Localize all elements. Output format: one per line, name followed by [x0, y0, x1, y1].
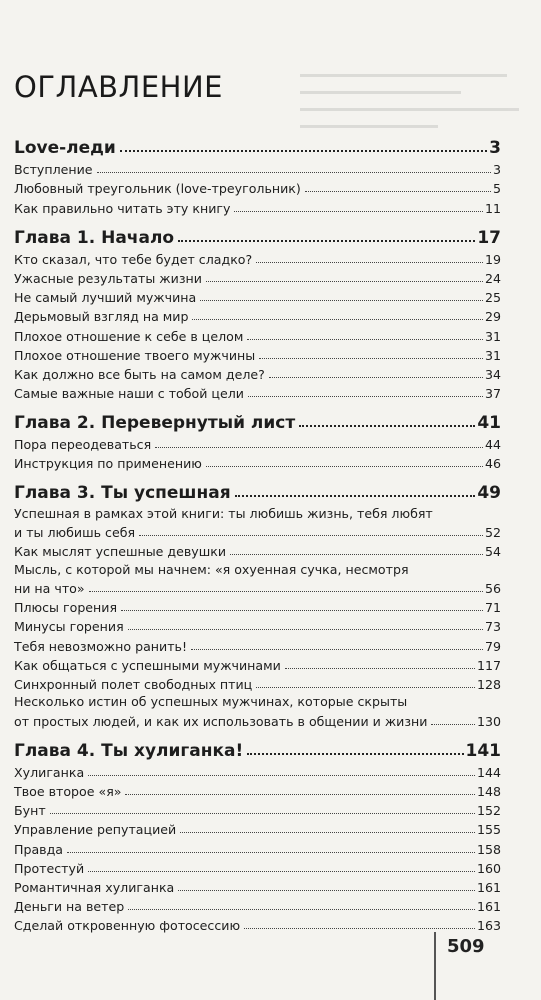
toc-entry-title: Инструкция по применению — [14, 456, 202, 472]
toc-entry-title: Деньги на ветер — [14, 899, 125, 915]
dot-leader — [50, 813, 475, 814]
toc-entry — [14, 709, 501, 728]
toc-entry-title: от простых людей, и как их использовать в общении и жизни — [14, 713, 428, 729]
toc-entry-page: 73 — [484, 619, 501, 635]
toc-entry — [14, 577, 501, 596]
toc-entry — [14, 382, 501, 401]
toc-entry-title: Мысль, с которой мы начнем: «я охуенная сучка, несмотря — [14, 561, 409, 577]
toc-entry-title: Плюсы горения — [14, 600, 118, 616]
toc-entry-title: Глава 2. Перевернутый лист — [14, 413, 296, 434]
toc-entry-page: 3 — [489, 138, 501, 158]
dot-leader — [121, 610, 483, 611]
toc-entry — [14, 344, 501, 363]
toc-entry-page: 141 — [465, 740, 501, 761]
page-number: 509 — [447, 936, 485, 957]
dot-leader — [285, 668, 475, 669]
toc-entry-page: 46 — [484, 456, 501, 472]
toc-entry-title: Бунт — [14, 803, 46, 819]
toc-entry-title: Как правильно читать эту книгу — [14, 200, 231, 216]
dot-leader — [269, 377, 483, 378]
toc-entry-page: 31 — [484, 347, 501, 363]
toc-entry-title: Ужасные результаты жизни — [14, 270, 202, 286]
toc-entry-title: Плохое отношение твоего мужчины — [14, 347, 256, 363]
dot-leader — [88, 775, 475, 776]
toc-chapter-entry — [14, 218, 501, 248]
toc-entry-page: 31 — [484, 328, 501, 344]
toc-entry-page: 34 — [484, 366, 501, 382]
toc-entry-title: Сделай откровенную фотосессию — [14, 918, 241, 934]
dot-leader — [128, 909, 475, 910]
dot-leader — [120, 150, 487, 152]
toc-entry — [14, 654, 501, 673]
toc-entry-page: 128 — [476, 676, 501, 692]
toc-entry-title: Протестуй — [14, 860, 85, 876]
toc-entry-page: 17 — [477, 227, 501, 248]
toc-entry-page: 56 — [484, 581, 501, 596]
toc-entry-title: Правда — [14, 841, 64, 857]
toc-entry-title: Синхронный полет свободных птиц — [14, 676, 253, 692]
toc-entry-title: Плохое отношение к себе в целом — [14, 328, 244, 344]
toc-entry — [14, 433, 501, 452]
dot-leader — [248, 396, 483, 397]
toc-entry — [14, 267, 501, 286]
toc-entry-title: Хулиганка — [14, 764, 85, 780]
toc-entry-title: Как должно все быть на самом деле? — [14, 366, 265, 382]
dot-leader — [299, 425, 475, 427]
dot-leader — [97, 172, 491, 173]
toc-entry — [14, 503, 501, 521]
dot-leader — [89, 591, 483, 592]
dot-leader — [247, 753, 463, 755]
toc-entry — [14, 324, 501, 343]
toc-entry-title: Успешная в рамках этой книги: ты любишь жизнь, тебя любят — [14, 505, 433, 521]
toc-entry-title: Глава 3. Ты успешная — [14, 483, 231, 504]
toc-entry-page: 37 — [484, 386, 501, 402]
dot-leader — [235, 495, 476, 497]
toc-chapter-entry — [14, 731, 501, 761]
toc-entry-page: 24 — [484, 270, 501, 286]
toc-entry-page: 19 — [484, 251, 501, 267]
toc-entry-page: 5 — [492, 181, 501, 197]
toc-entry-title: Романтичная хулиганка — [14, 879, 175, 895]
dot-leader — [247, 339, 483, 340]
dot-leader — [192, 319, 483, 320]
toc-entry-page: 161 — [476, 879, 501, 895]
dot-leader — [139, 535, 483, 536]
toc-entry — [14, 818, 501, 837]
dot-leader — [305, 191, 491, 192]
dot-leader — [256, 687, 475, 688]
toc-chapter-entry — [14, 128, 501, 158]
toc-entry-page: 163 — [476, 918, 501, 934]
toc-entry-page: 41 — [477, 413, 501, 434]
toc-entry-page: 158 — [476, 841, 501, 857]
toc-entry-title: Не самый лучший мужчина — [14, 290, 197, 306]
page-title: ОГЛАВЛЕНИЕ — [14, 70, 224, 104]
dot-leader — [206, 466, 483, 467]
page-divider — [434, 932, 436, 1000]
toc-entry-title: Глава 1. Начало — [14, 227, 175, 248]
toc-entry — [14, 837, 501, 856]
toc-entry — [14, 177, 501, 196]
toc-entry-title: Тебя невозможно ранить! — [14, 638, 188, 654]
toc-entry-title: Управление репутацией — [14, 822, 177, 838]
toc-entry — [14, 761, 501, 780]
toc-entry-page: 3 — [492, 162, 501, 178]
toc-entry-page: 25 — [484, 290, 501, 306]
dot-leader — [125, 794, 474, 795]
dot-leader — [200, 300, 483, 301]
dot-leader — [256, 262, 483, 263]
toc-entry — [14, 596, 501, 615]
toc-entry — [14, 895, 501, 914]
toc-chapter-entry — [14, 403, 501, 433]
toc-entry-page: 71 — [484, 600, 501, 616]
toc-entry-title: Глава 4. Ты хулиганка! — [14, 740, 244, 761]
table-of-contents — [14, 126, 501, 933]
toc-entry-page: 152 — [476, 803, 501, 819]
toc-entry-page: 148 — [476, 784, 501, 799]
toc-entry — [14, 634, 501, 653]
toc-entry-title: Как общаться с успешными мужчинами — [14, 657, 281, 673]
toc-entry — [14, 615, 501, 634]
dot-leader — [178, 890, 475, 891]
toc-entry — [14, 780, 501, 799]
dot-leader — [155, 447, 483, 448]
toc-entry — [14, 914, 501, 933]
toc-entry-title: Пора переодеваться — [14, 437, 152, 453]
toc-entry — [14, 540, 501, 559]
toc-entry-title: Вступление — [14, 162, 93, 178]
toc-entry-title: Как мыслят успешные девушки — [14, 544, 227, 560]
dot-leader — [259, 358, 483, 359]
dot-leader — [230, 554, 483, 555]
toc-entry — [14, 799, 501, 818]
toc-entry — [14, 876, 501, 895]
toc-entry — [14, 452, 501, 471]
toc-entry-page: 44 — [484, 437, 501, 453]
toc-entry-title: Кто сказал, что тебе будет сладко? — [14, 251, 253, 267]
toc-entry-title: и ты любишь себя — [14, 525, 136, 541]
toc-entry-page: 79 — [484, 638, 501, 654]
toc-entry — [14, 363, 501, 382]
toc-entry — [14, 196, 501, 215]
toc-entry — [14, 692, 501, 710]
dot-leader — [180, 832, 475, 833]
toc-entry-title: ни на что» — [14, 581, 85, 596]
toc-entry-title: Love-леди — [14, 138, 116, 158]
toc-entry-title: Твое второе «я» — [14, 784, 122, 799]
toc-entry-page: 117 — [476, 657, 501, 673]
toc-entry-page: 52 — [484, 525, 501, 541]
toc-entry-page: 144 — [476, 764, 501, 780]
toc-entry — [14, 286, 501, 305]
toc-entry-page: 155 — [476, 822, 501, 838]
toc-entry — [14, 305, 501, 324]
toc-entry — [14, 857, 501, 876]
toc-entry-title: Минусы горения — [14, 619, 124, 635]
toc-entry-title: Дерьмовый взгляд на мир — [14, 309, 189, 325]
toc-entry-page: 54 — [484, 544, 501, 560]
toc-entry-page: 160 — [476, 860, 501, 876]
dot-leader — [178, 240, 475, 242]
toc-entry-title: Любовный треугольник (love-треугольник) — [14, 181, 301, 197]
dot-leader — [431, 724, 474, 725]
toc-entry-page: 49 — [477, 483, 501, 504]
toc-entry-page: 161 — [476, 899, 501, 915]
toc-entry — [14, 673, 501, 692]
dot-leader — [67, 852, 475, 853]
toc-chapter-entry — [14, 473, 501, 503]
dot-leader — [88, 871, 475, 872]
toc-entry-page: 29 — [484, 309, 501, 325]
toc-entry — [14, 521, 501, 540]
dot-leader — [191, 649, 483, 650]
toc-entry-page: 11 — [484, 200, 501, 216]
toc-entry — [14, 559, 501, 577]
dot-leader — [206, 281, 483, 282]
dot-leader — [128, 629, 483, 630]
toc-entry — [14, 158, 501, 177]
toc-entry-page: 130 — [476, 713, 501, 729]
toc-entry — [14, 248, 501, 267]
dot-leader — [244, 928, 475, 929]
toc-entry-title: Самые важные наши с тобой цели — [14, 386, 244, 402]
toc-entry-title: Несколько истин об успешных мужчинах, которые скрыты — [14, 694, 408, 710]
dot-leader — [234, 211, 482, 212]
